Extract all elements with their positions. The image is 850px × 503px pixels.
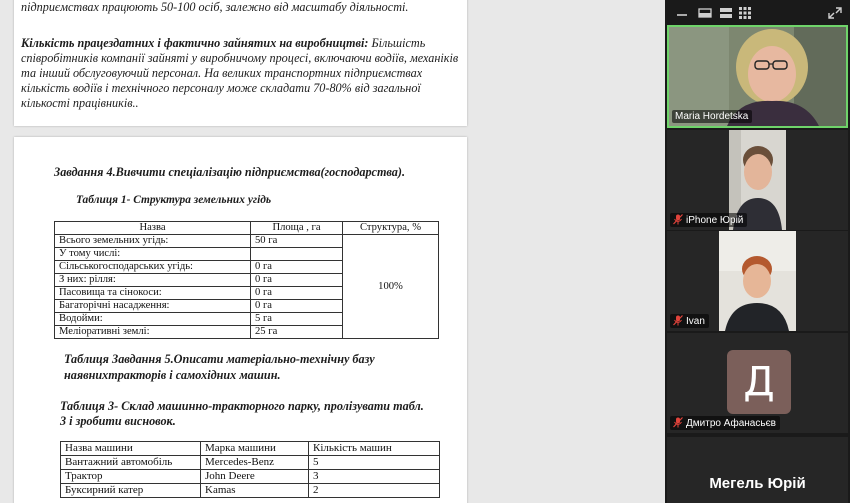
gallery-view-icon[interactable] <box>738 7 752 19</box>
minimize-icon[interactable] <box>675 7 689 19</box>
table-cell: 25 га <box>251 326 343 339</box>
table-cell: John Deere <box>201 470 309 484</box>
expand-icon[interactable] <box>828 7 842 19</box>
participant-name-label <box>670 314 709 328</box>
table-header-row <box>61 442 440 456</box>
table-1-title: Таблиця 1- Структура земельних угідь <box>76 194 272 206</box>
participant-video-icon <box>719 231 796 331</box>
muted-mic-icon <box>673 315 683 326</box>
table-header-cell: Назва <box>55 222 251 235</box>
table-3-title <box>60 399 460 429</box>
structure-percent-cell: 100% <box>343 235 439 339</box>
table-3-title-line-2: 3 і зробити висновок. <box>60 414 176 428</box>
table-cell: 3 <box>309 470 440 484</box>
table-cell: 0 га <box>251 287 343 300</box>
table-cell: Багаторічні насадження: <box>55 300 251 313</box>
task-5-heading <box>64 351 444 383</box>
table-cell: Сільськогосподарських угідь: <box>55 261 251 274</box>
table-3-title-line-1: Таблиця 3- Склад машинно-тракторного парку, пролізувати табл. <box>60 399 424 413</box>
page1-first-line: підприємствах працюють 50-100 осіб, залежно від масштабу діяльності. <box>21 0 409 14</box>
table-cell: Всього земельних угідь: <box>55 235 251 248</box>
muted-mic-icon <box>673 417 683 428</box>
participant-tile-dmytro[interactable] <box>667 333 848 433</box>
participants-panel <box>665 0 850 503</box>
table-header-cell: Назва машини <box>61 442 201 456</box>
table-row <box>61 456 440 470</box>
table-cell: 0 га <box>251 261 343 274</box>
land-structure-table <box>54 221 439 339</box>
participant-name: Ivan <box>686 316 705 327</box>
speaker-view-icon[interactable] <box>719 7 733 19</box>
participant-tile-maria[interactable] <box>667 25 848 128</box>
muted-mic-icon <box>673 214 683 225</box>
page1-paragraph <box>21 36 463 111</box>
participant-name: Дмитро Афанасьєв <box>686 418 776 429</box>
table-cell: 2 <box>309 484 440 498</box>
machinery-table <box>60 441 440 498</box>
table-cell: 5 га <box>251 313 343 326</box>
page1-heading: Кількість працездатних і фактично зайнятих на виробництві: <box>21 36 369 50</box>
table-cell: Вантажний автомобіль <box>61 456 201 470</box>
participant-name-label <box>670 416 780 430</box>
participant-tile-iphone-yurii[interactable] <box>667 130 848 230</box>
table-cell: У тому числі: <box>55 248 251 261</box>
table-header-cell: Площа , га <box>251 222 343 235</box>
table-cell: Kamas <box>201 484 309 498</box>
table-row <box>61 484 440 498</box>
table-cell: Mercedes-Benz <box>201 456 309 470</box>
table-header-cell: Марка машини <box>201 442 309 456</box>
document-page-1 <box>14 0 467 126</box>
table-cell: Буксирний катер <box>61 484 201 498</box>
table-cell <box>251 248 343 261</box>
task-5-line-2: наявнихтракторів і самохідних машин. <box>64 368 281 382</box>
table-header-cell: Структура, % <box>343 222 439 235</box>
table-header-row <box>55 222 439 235</box>
avatar: Д <box>727 350 791 414</box>
task-4-heading: Завдання 4.Вивчити спеціалізацію підприємства(господарства). <box>54 165 405 179</box>
task-5-line-1: Таблиця Завдання 5.Описати матеріально-технічну базу <box>64 352 375 366</box>
table-cell: 50 га <box>251 235 343 248</box>
table-header-cell: Кількість машин <box>309 442 440 456</box>
table-cell: З них: рілля: <box>55 274 251 287</box>
video-panel-toolbar <box>665 0 850 26</box>
participant-name-label <box>670 213 747 227</box>
table-row <box>61 470 440 484</box>
participant-name: iPhone Юрій <box>686 215 744 226</box>
table-cell: 5 <box>309 456 440 470</box>
table-cell: 0 га <box>251 300 343 313</box>
table-cell: Водойми: <box>55 313 251 326</box>
table-cell: 0 га <box>251 274 343 287</box>
participant-tile-active-speaker[interactable] <box>667 437 848 503</box>
page1-text: Більшість співробітників компанії зайняті у виробничому процесі, включаючи водіїв, механіків та інший обслуговуючий персонал. На великих транспортних підприємствах кількість водіїв і технічного персоналу може складати 70-80% від загальної кількості працівників.. <box>21 36 459 110</box>
table-cell: Меліоративні землі: <box>55 326 251 339</box>
participant-name-label: Maria Hordetska <box>672 110 752 123</box>
participant-tile-ivan[interactable] <box>667 231 848 331</box>
hide-self-view-icon[interactable] <box>698 7 712 19</box>
active-speaker-name: Мегель Юрій <box>709 475 806 492</box>
document-page-2 <box>14 137 467 503</box>
table-cell: Трактор <box>61 470 201 484</box>
table-row <box>55 235 439 248</box>
table-cell: Пасовища та сінокоси: <box>55 287 251 300</box>
